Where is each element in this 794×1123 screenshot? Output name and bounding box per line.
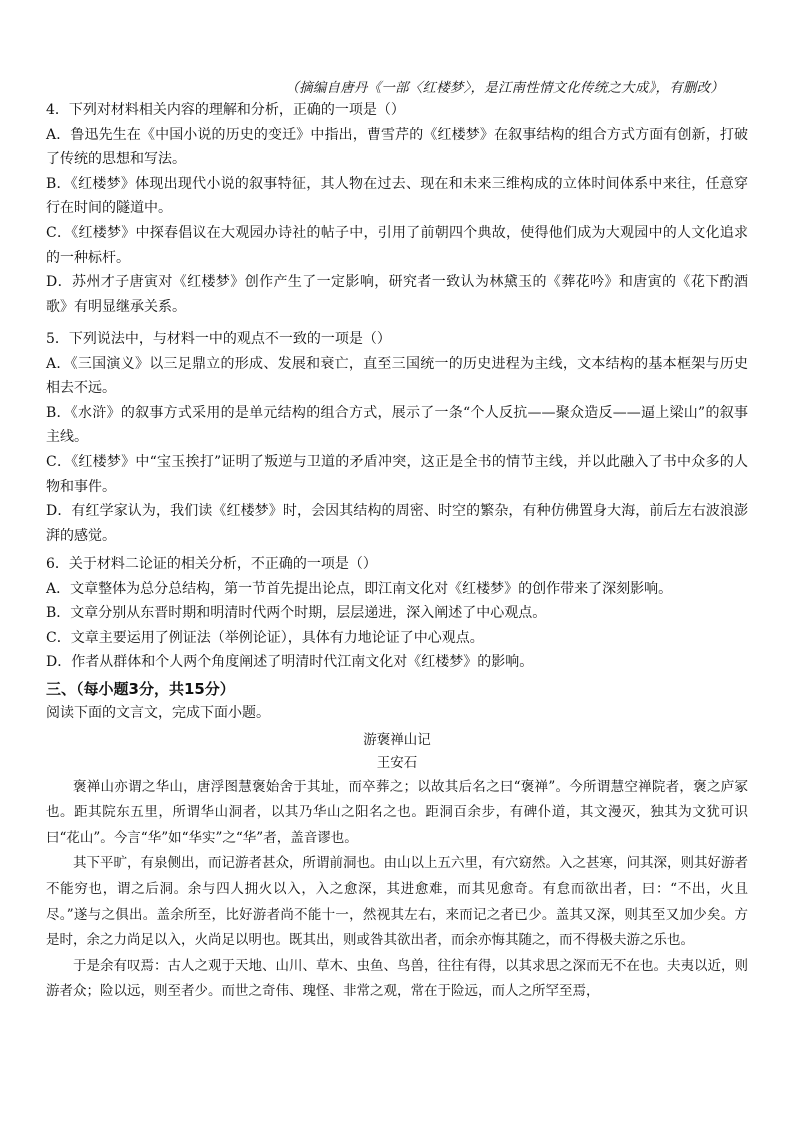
question-5-option-a: A．《三国演义》以三足鼎立的形成、发展和衰亡，直至三国统一的历史进程为主线，文本结构的基本框架与历史相去不远。 (46, 355, 748, 397)
question-6-stem: 6．关于材料二论证的相关分析，不正确的一项是（） (46, 556, 377, 572)
question-6-option-c: C．文章主要运用了例证法（举例论证），具体有力地论证了中心观点。 (46, 629, 484, 646)
essay-paragraph-1: 褒禅山亦谓之华山，唐浮图慧褒始舍于其址，而卒葬之；以故其后名之曰“褒禅”。今所谓慧空禅院者，褒之庐冢也。距其院东五里，所谓华山洞者，以其乃华山之阳名之也。距洞百余步，有碑仆道，其文漫灭，独其为文犹可识曰“花山”。今言“华”如“华实”之“华”者，盖音谬也。 (46, 778, 748, 846)
section-3-instruction: 阅读下面的文言文，完成下面小题。 (46, 705, 270, 721)
question-5-option-d: D．有红学家认为，我们读《红楼梦》时，会因其结构的周密、时空的繁杂，有种仿佛置身大海，前后左右波浪澎湃的感觉。 (46, 503, 748, 544)
question-5 (46, 327, 748, 548)
section-3 (46, 677, 748, 1005)
essay-author: 王安石 (376, 754, 418, 771)
essay-paragraph-3: 于是余有叹焉：古人之观于天地、山川、草木、虫鱼、鸟兽，往往有得，以其求思之深而无不在也。夫夷以近，则游者众；险以远，则至者少。而世之奇伟、瑰怪、非常之观，常在于险远，而人之所罕至焉， (46, 957, 748, 1000)
source-citation: （摘编自唐丹《一部〈红楼梦〉，是江南性情文化传统之大成》，有删改） (285, 80, 724, 96)
question-4-option-c: C．《红楼梦》中探春倡议在大观园办诗社的帖子中，引用了前朝四个典故，使得他们成为大观园中的人文化追求的一种标杆。 (46, 224, 748, 266)
essay-paragraph-2: 其下平旷，有泉侧出，而记游者甚众，所谓前洞也。由山以上五六里，有穴窈然。入之甚寒，问其深，则其好游者不能穷也，谓之后洞。余与四人拥火以入，入之愈深，其进愈难，而其见愈奇。有怠而欲出者，曰：“不出，火且尽。”遂与之俱出。盖余所至，比好游者尚不能十一，然视其左右，来而记之者已少。盖其又深，则其至又加少矣。方是时，余之力尚足以入，火尚足以明也。既其出，则或咎其欲出者，而余亦悔其随之，而不得极夫游之乐也。 (46, 855, 748, 949)
question-5-option-b: B．《水浒》的叙事方式采用的是单元结构的组合方式，展示了一条“个人反抗——聚众造反——逼上梁山”的叙事主线。 (46, 404, 748, 446)
question-6 (46, 552, 748, 675)
question-4-option-b: B．《红楼梦》体现出现代小说的叙事特征，其人物在过去、现在和未来三维构成的立体时间体系中来往，任意穿行在时间的隧道中。 (46, 175, 748, 217)
question-4-option-d: D．苏州才子唐寅对《红楼梦》创作产生了一定影响，研究者一致认为林黛玉的《葬花吟》和唐寅的《花下酌酒歌》有明显继承关系。 (46, 274, 748, 315)
question-5-option-c: C．《红楼梦》中“宝玉挨打”证明了叛逆与卫道的矛盾冲突，这正是全书的情节主线，并以此融入了书中众多的人物和事件。 (46, 453, 748, 495)
question-6-option-d: D．作者从群体和个人两个角度阐述了明清时代江南文化对《红楼梦》的影响。 (46, 654, 534, 671)
question-4 (46, 98, 748, 319)
essay-title: 游褒禅山记 (363, 731, 431, 748)
question-6-option-a: A．文章整体为总分总结构，第一节首先提出论点，即江南文化对《红楼梦》的创作带来了深刻影响。 (46, 580, 673, 597)
question-5-stem: 5．下列说法中，与材料一中的观点不一致的一项是（） (46, 331, 391, 347)
question-4-option-a: A．鲁迅先生在《中国小说的历史的变迁》中指出，曹雪芹的《红楼梦》在叙事结构的组合方式方面有创新，打破了传统的思想和写法。 (46, 126, 748, 168)
question-4-stem: 4．下列对材料相关内容的理解和分析，正确的一项是（） (46, 102, 405, 118)
question-6-option-b: B．文章分别从东晋时期和明清时代两个时期，层层递进，深入阐述了中心观点。 (46, 605, 547, 622)
section-3-heading: 三、（每小题3分，共15分） (46, 680, 235, 698)
